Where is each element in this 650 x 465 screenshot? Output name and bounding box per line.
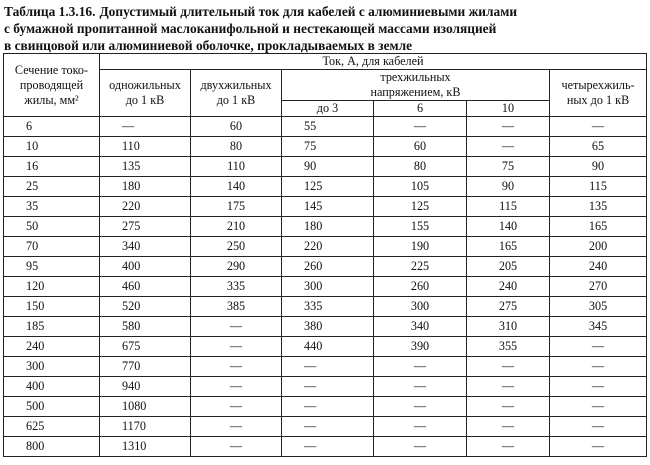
cell-voltage-upto3: — xyxy=(282,397,374,417)
cell-voltage-10: — xyxy=(467,377,550,397)
cell-four-core: — xyxy=(550,377,647,397)
cell-single-core: 940 xyxy=(100,377,191,397)
cell-voltage-upto3: — xyxy=(282,417,374,437)
caption-line-2: с бумажной пропитанной маслоканифольной и нестекающей массами изоляцией xyxy=(4,21,497,36)
header-two-core-line-2: до 1 кВ xyxy=(216,93,256,107)
cell-section: 95 xyxy=(4,257,100,277)
cell-two-core: 60 xyxy=(191,117,282,137)
cell-single-core: 1080 xyxy=(100,397,191,417)
header-three-core-line-1: трехжильных xyxy=(380,70,451,84)
cell-four-core: — xyxy=(550,117,647,137)
cell-section: 70 xyxy=(4,237,100,257)
cell-four-core: 345 xyxy=(550,317,647,337)
cell-single-core: 1170 xyxy=(100,417,191,437)
cell-voltage-6: — xyxy=(374,117,467,137)
cell-voltage-6: 390 xyxy=(374,337,467,357)
table-row xyxy=(4,377,647,397)
cell-two-core: 250 xyxy=(191,237,282,257)
cell-two-core: 385 xyxy=(191,297,282,317)
cell-single-core: 580 xyxy=(100,317,191,337)
table-row xyxy=(4,157,647,177)
cell-voltage-upto3: 90 xyxy=(282,157,374,177)
header-three-core xyxy=(282,70,550,101)
cell-voltage-10: 75 xyxy=(467,157,550,177)
header-single-core-line-2: до 1 кВ xyxy=(125,93,165,107)
cell-single-core: 340 xyxy=(100,237,191,257)
caption-line-1 xyxy=(4,3,646,20)
table-body xyxy=(4,117,647,457)
cell-section: 185 xyxy=(4,317,100,337)
table-row xyxy=(4,297,647,317)
cell-single-core: 770 xyxy=(100,357,191,377)
cell-voltage-6: 125 xyxy=(374,197,467,217)
cell-voltage-upto3: — xyxy=(282,377,374,397)
header-two-core xyxy=(191,70,282,117)
cell-four-core: 305 xyxy=(550,297,647,317)
cell-section: 625 xyxy=(4,417,100,437)
cell-voltage-upto3: 300 xyxy=(282,277,374,297)
cell-four-core: 115 xyxy=(550,177,647,197)
cell-four-core: — xyxy=(550,397,647,417)
cell-two-core: — xyxy=(191,417,282,437)
table-row xyxy=(4,257,647,277)
cell-voltage-6: 80 xyxy=(374,157,467,177)
cell-two-core: — xyxy=(191,437,282,457)
cell-voltage-6: — xyxy=(374,417,467,437)
cell-four-core: 65 xyxy=(550,137,647,157)
cell-four-core: 200 xyxy=(550,237,647,257)
cell-voltage-10: — xyxy=(467,357,550,377)
table-row xyxy=(4,417,647,437)
cell-voltage-10: 355 xyxy=(467,337,550,357)
cell-voltage-6: 260 xyxy=(374,277,467,297)
header-single-core xyxy=(100,70,191,117)
cell-voltage-10: 165 xyxy=(467,237,550,257)
cell-voltage-upto3: 125 xyxy=(282,177,374,197)
table-row xyxy=(4,197,647,217)
cell-section: 6 xyxy=(4,117,100,137)
header-four-core xyxy=(550,70,647,117)
cell-voltage-10: — xyxy=(467,397,550,417)
header-voltage-upto3: до 3 xyxy=(282,101,374,117)
cell-single-core: — xyxy=(100,117,191,137)
cell-four-core: 90 xyxy=(550,157,647,177)
cell-single-core: 400 xyxy=(100,257,191,277)
cell-single-core: 675 xyxy=(100,337,191,357)
header-four-core-line-2: ных до 1 кВ xyxy=(566,93,630,107)
cell-single-core: 135 xyxy=(100,157,191,177)
cell-voltage-10: 240 xyxy=(467,277,550,297)
cell-two-core: 110 xyxy=(191,157,282,177)
cell-voltage-upto3: — xyxy=(282,357,374,377)
cell-voltage-upto3: 440 xyxy=(282,337,374,357)
cell-voltage-6: 225 xyxy=(374,257,467,277)
cell-four-core: — xyxy=(550,417,647,437)
table-row xyxy=(4,117,647,137)
cell-single-core: 110 xyxy=(100,137,191,157)
table-row xyxy=(4,177,647,197)
cell-voltage-upto3: 55 xyxy=(282,117,374,137)
cell-four-core: 270 xyxy=(550,277,647,297)
cell-section: 240 xyxy=(4,337,100,357)
cell-four-core: — xyxy=(550,337,647,357)
cell-two-core: 210 xyxy=(191,217,282,237)
table-row xyxy=(4,317,647,337)
table-row xyxy=(4,277,647,297)
cell-section: 16 xyxy=(4,157,100,177)
cell-two-core: — xyxy=(191,377,282,397)
cell-voltage-upto3: 380 xyxy=(282,317,374,337)
cell-voltage-6: 340 xyxy=(374,317,467,337)
cell-voltage-10: — xyxy=(467,117,550,137)
cell-two-core: — xyxy=(191,357,282,377)
cell-two-core: 290 xyxy=(191,257,282,277)
cell-section: 400 xyxy=(4,377,100,397)
cell-four-core: — xyxy=(550,437,647,457)
cell-voltage-upto3: 220 xyxy=(282,237,374,257)
cell-voltage-10: 140 xyxy=(467,217,550,237)
cell-section: 120 xyxy=(4,277,100,297)
cell-voltage-10: 275 xyxy=(467,297,550,317)
header-single-core-line-1: одножильных xyxy=(109,78,181,92)
cell-voltage-upto3: — xyxy=(282,437,374,457)
current-table xyxy=(3,53,647,457)
table-row xyxy=(4,397,647,417)
table-row xyxy=(4,357,647,377)
cell-two-core: 80 xyxy=(191,137,282,157)
cell-section: 35 xyxy=(4,197,100,217)
cell-voltage-10: — xyxy=(467,417,550,437)
cell-four-core: — xyxy=(550,357,647,377)
header-voltage-6: 6 xyxy=(374,101,467,117)
table-row xyxy=(4,217,647,237)
cell-two-core: — xyxy=(191,337,282,357)
cell-section: 50 xyxy=(4,217,100,237)
cell-voltage-10: 115 xyxy=(467,197,550,217)
table-row xyxy=(4,237,647,257)
cell-voltage-upto3: 75 xyxy=(282,137,374,157)
cell-single-core: 1310 xyxy=(100,437,191,457)
cell-voltage-6: 190 xyxy=(374,237,467,257)
cell-section: 500 xyxy=(4,397,100,417)
cell-section: 25 xyxy=(4,177,100,197)
header-two-core-line-1: двухжильных xyxy=(200,78,272,92)
cell-voltage-upto3: 260 xyxy=(282,257,374,277)
cell-voltage-6: — xyxy=(374,377,467,397)
caption-line-3: в свинцовой или алюминиевой оболочке, прокладываемых в земле xyxy=(4,38,413,53)
table-row xyxy=(4,337,647,357)
cell-voltage-6: — xyxy=(374,397,467,417)
header-section-line-1: Сечение токо- xyxy=(14,62,89,77)
cell-voltage-upto3: 180 xyxy=(282,217,374,237)
cell-voltage-6: 155 xyxy=(374,217,467,237)
cell-section: 300 xyxy=(4,357,100,377)
cell-voltage-6: 105 xyxy=(374,177,467,197)
cell-voltage-10: 90 xyxy=(467,177,550,197)
caption-title: Допустимый длительный ток для кабелей с алюминиевыми жилами xyxy=(99,4,518,19)
header-section xyxy=(4,54,100,117)
header-voltage-10: 10 xyxy=(467,101,550,117)
table-row xyxy=(4,137,647,157)
table-number: Таблица 1.3.16. xyxy=(4,4,96,19)
cell-section: 150 xyxy=(4,297,100,317)
cell-voltage-upto3: 145 xyxy=(282,197,374,217)
table-caption xyxy=(4,3,646,54)
table-row xyxy=(4,437,647,457)
cell-single-core: 220 xyxy=(100,197,191,217)
header-current-group: Ток, А, для кабелей xyxy=(100,54,647,70)
cell-voltage-10: — xyxy=(467,437,550,457)
header-three-core-line-2: напряжением, кВ xyxy=(370,85,461,99)
cell-two-core: 140 xyxy=(191,177,282,197)
cell-voltage-6: — xyxy=(374,357,467,377)
cell-voltage-upto3: 335 xyxy=(282,297,374,317)
cell-single-core: 180 xyxy=(100,177,191,197)
cell-two-core: — xyxy=(191,317,282,337)
cell-single-core: 520 xyxy=(100,297,191,317)
cell-voltage-10: 205 xyxy=(467,257,550,277)
cell-four-core: 135 xyxy=(550,197,647,217)
cell-voltage-6: 300 xyxy=(374,297,467,317)
cell-voltage-6: — xyxy=(374,437,467,457)
cell-section: 800 xyxy=(4,437,100,457)
cell-two-core: 335 xyxy=(191,277,282,297)
cell-voltage-10: — xyxy=(467,137,550,157)
cell-four-core: 165 xyxy=(550,217,647,237)
header-four-core-line-1: четырехжиль- xyxy=(561,78,635,92)
cell-two-core: 175 xyxy=(191,197,282,217)
cell-four-core: 240 xyxy=(550,257,647,277)
cell-single-core: 460 xyxy=(100,277,191,297)
header-section-line-2: проводящей xyxy=(19,77,84,92)
header-section-line-3: жилы, мм² xyxy=(24,92,79,107)
cell-two-core: — xyxy=(191,397,282,417)
cell-voltage-6: 60 xyxy=(374,137,467,157)
cell-voltage-10: 310 xyxy=(467,317,550,337)
cell-section: 10 xyxy=(4,137,100,157)
cell-single-core: 275 xyxy=(100,217,191,237)
